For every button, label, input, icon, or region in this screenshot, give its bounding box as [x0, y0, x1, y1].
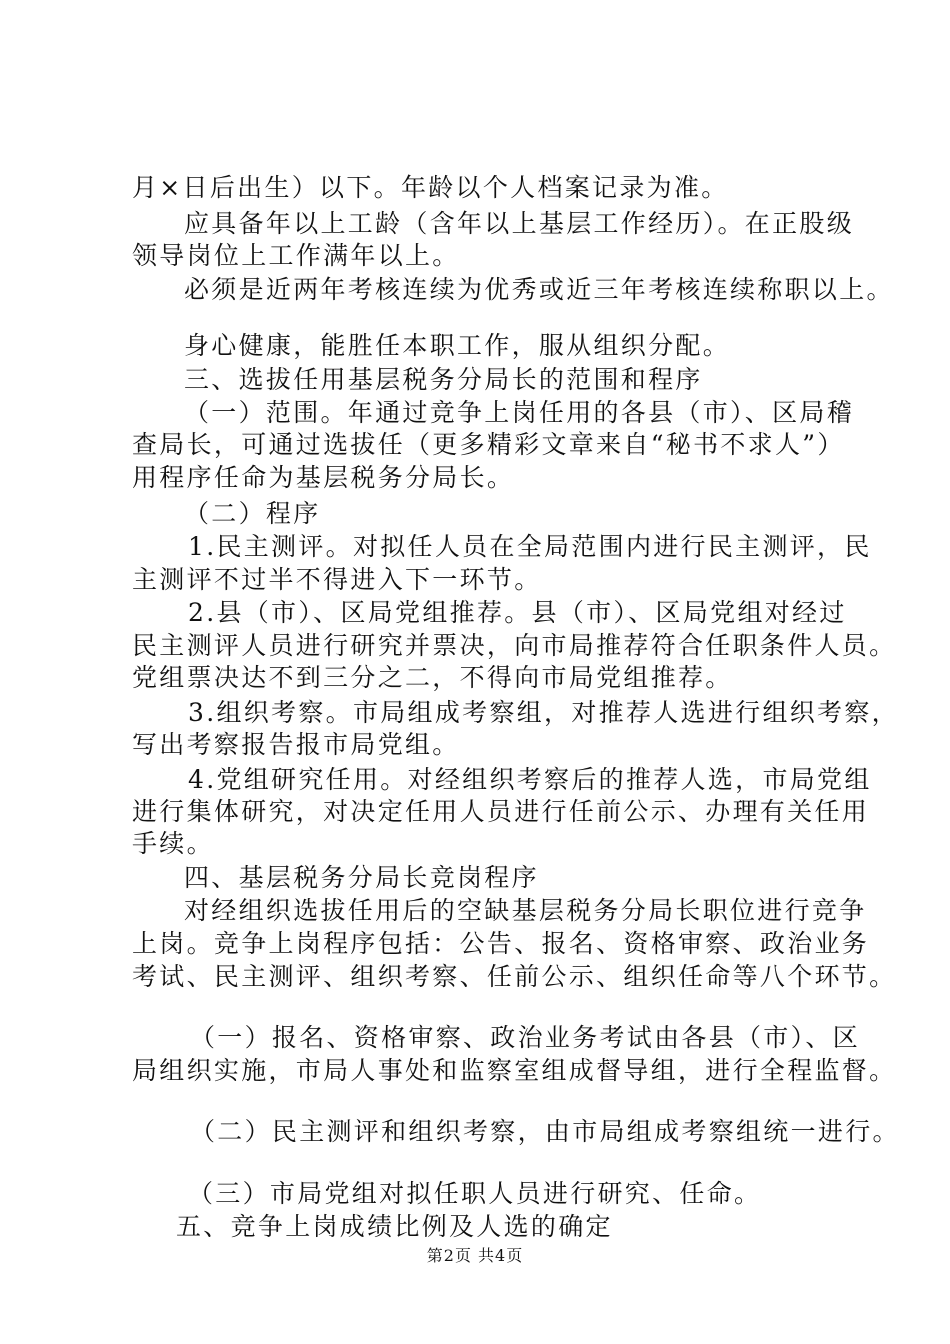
text-line: 党组票决达不到三分之二，不得向市局党组推荐。 [132, 663, 733, 692]
text-line: 考试、民主测评、组织考察、任前公示、组织任命等八个环节。 [132, 962, 897, 991]
text-line: 写出考察报告报市局党组。 [132, 730, 460, 759]
text-line: 1.民主测评。对拟任人员在全局范围内进行民主测评，民 [188, 532, 872, 561]
subsection-heading: （二）程序 [184, 499, 321, 528]
text-line: 4.党组研究任用。对经组织考察后的推荐人选，市局党组 [188, 765, 872, 794]
text-line: （二）民主测评和组织考察，由市局组成考察组统一进行。 [190, 1117, 900, 1146]
text-line: 对经组织选拔任用后的空缺基层税务分局长职位进行竞争 [184, 896, 867, 925]
text-line: 领导岗位上工作满年以上。 [132, 241, 460, 270]
text-line: 民主测评人员进行研究并票决，向市局推荐符合任职条件人员。 [132, 631, 897, 660]
text-line: （一）报名、资格审察、政治业务考试由各县（市）、区 [190, 1023, 861, 1052]
text-line: 进行集体研究，对决定任用人员进行任前公示、办理有关任用 [132, 797, 870, 826]
text-line: 2.县（市）、区局党组推荐。县（市）、区局党组对经过 [188, 598, 847, 627]
text-line: 上岗。竞争上岗程序包括：公告、报名、资格审察、政治业务 [132, 929, 870, 958]
text-line: 3.组织考察。市局组成考察组，对推荐人选进行组织考察， [188, 698, 899, 727]
section-heading: 三、选拔任用基层税务分局长的范围和程序 [184, 365, 703, 394]
text-line: 局组织实施，市局人事处和监察室组成督导组，进行全程监督。 [132, 1056, 897, 1085]
section-heading: 四、基层税务分局长竞岗程序 [184, 863, 539, 892]
section-heading: 五、竞争上岗成绩比例及人选的确定 [176, 1212, 613, 1241]
text-line: 应具备年以上工龄（含年以上基层工作经历）。在正股级 [184, 209, 855, 238]
text-line: 手续。 [132, 829, 214, 858]
text-line: （三）市局党组对拟任职人员进行研究、任命。 [188, 1179, 762, 1208]
text-line: 查局长，可通过选拔任（更多精彩文章来自“秘书不求人”） [132, 430, 845, 459]
text-line: 月×日后出生）以下。年龄以个人档案记录为准。 [132, 173, 729, 202]
page-number-footer: 第2页 共4页 [426, 1246, 524, 1265]
text-line: 用程序任命为基层税务分局长。 [132, 463, 515, 492]
text-line: （一）范围。年通过竞争上岗任用的各县（市）、区局稽 [184, 398, 855, 427]
text-line: 必须是近两年考核连续为优秀或近三年考核连续称职以上。 [184, 275, 894, 304]
text-line: 身心健康，能胜任本职工作，服从组织分配。 [184, 331, 731, 360]
text-line: 主测评不过半不得进入下一环节。 [132, 565, 542, 594]
